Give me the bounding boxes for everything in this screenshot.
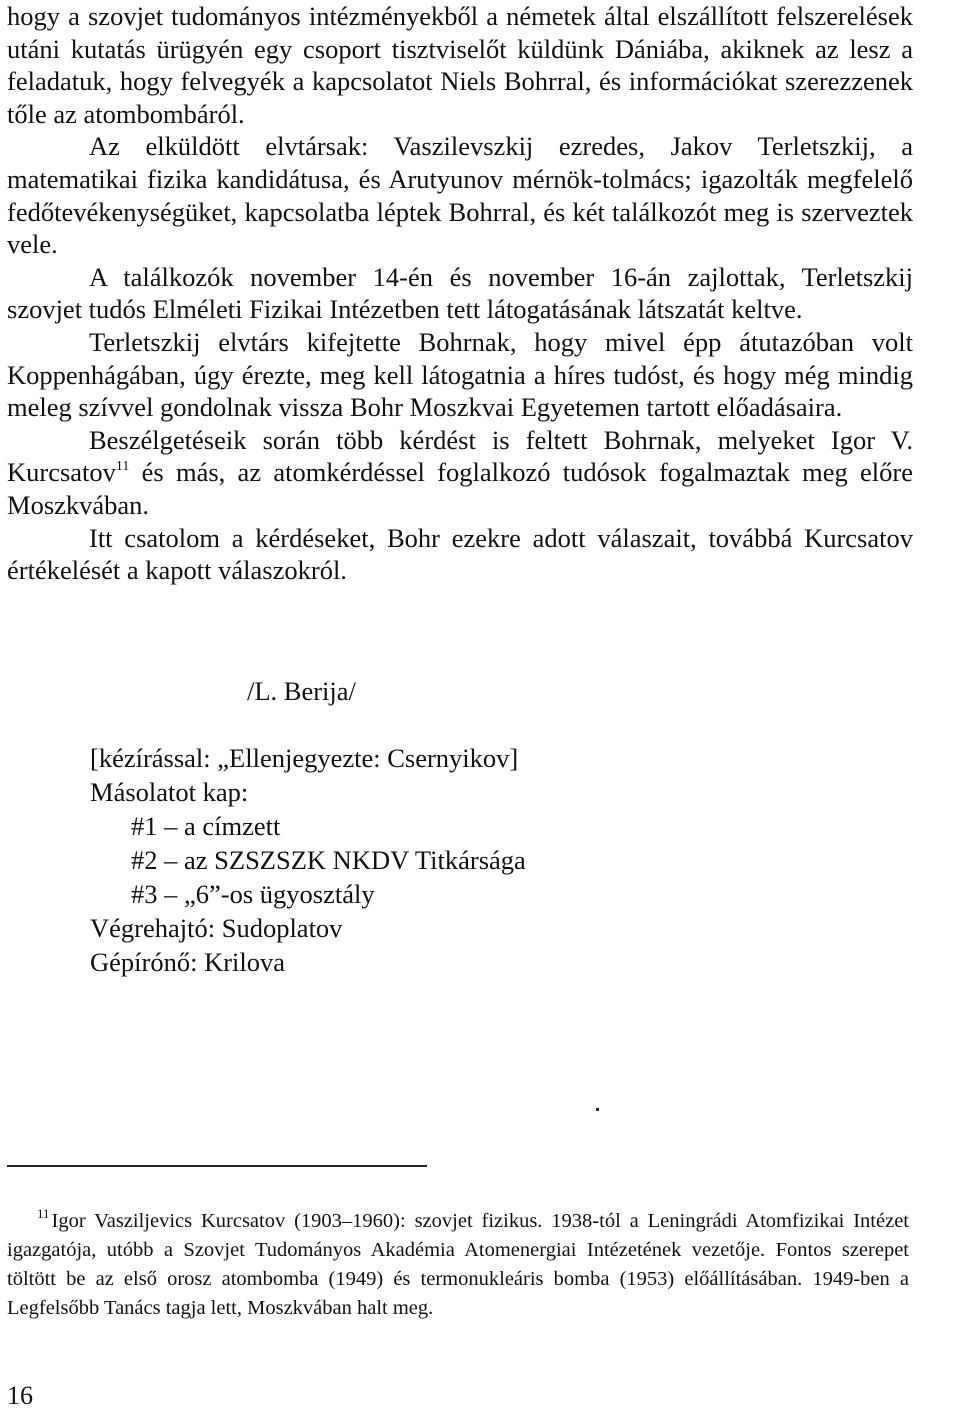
typist-line: Gépírónő: Krilova xyxy=(90,947,286,977)
distribution-list xyxy=(90,741,526,979)
signature: /L. Berija/ xyxy=(247,676,356,706)
footnote-reference: 11 xyxy=(115,459,130,475)
paragraph-questions-text: Beszélgetéseik során több kérdést is feltett Bohrnak, melyeket Igor V. Kurcsatov xyxy=(7,424,913,488)
copy-item: #1 – a címzett xyxy=(131,811,281,841)
paragraph-terletsky-explanation: Terletszkij elvtárs kifejtette Bohrnak, hogy mivel épp átutazóban volt Koppenhágában, úgy érezte, meg kell látogatnia a híres tudóst, és hogy még mindig meleg szívvel gondolnak vissza Bohr Moszkvai Egyetemen tartott előadásaira. xyxy=(7,326,913,423)
paragraph-meetings: A találkozók november 14-én és november 16-án zajlottak, Terletszkij szovjet tudós Elméleti Fizikai Intézetben tett látogatásának látszatát keltve. xyxy=(7,261,913,325)
footnote xyxy=(7,1199,909,1323)
footnote-marker: 11 xyxy=(37,1206,50,1221)
executor-line: Végrehajtó: Sudoplatov xyxy=(90,913,343,943)
handwritten-note: [kézírással: „Ellenjegyezte: Csernyikov] xyxy=(90,743,519,773)
paragraph-sent-comrades: Az elküldött elvtársak: Vaszilevszkij ezredes, Jakov Terletszkij, a matematikai fizika kandidátusa, és Arutyunov mérnök-tolmács; igazolták megfelelő fedőtevékenységüket, kapcsolatba léptek Bohrral, és két találkozót meg is szerveztek vele. xyxy=(7,131,913,260)
footnote-separator xyxy=(7,1165,427,1167)
scan-speck xyxy=(596,1108,599,1111)
paragraph-attachment: Itt csatolom a kérdéseket, Bohr ezekre adott válaszait, továbbá Kurcsatov értékelését a kapott válaszokról. xyxy=(7,522,913,586)
body-text xyxy=(7,0,913,587)
copy-item: #3 – „6”-os ügyosztály xyxy=(131,879,375,909)
paragraph-questions-text-end: és más, az atomkérdéssel foglalkozó tudósok fogalmaztak meg előre Moszkvában. xyxy=(7,457,913,520)
page-number: 16 xyxy=(7,1381,33,1410)
footnote-text: Igor Vasziljevics Kurcsatov (1903–1960): szovjet fizikus. 1938-tól a Leningrádi Atomfizikai Intézet igazgatója, utóbb a Szovjet Tudományos Akadémia Atomenergiai Intézetének vezetője. Fontos szerepet töltött be az első orosz atombomba (1949) és termonukleáris bomba (1953) előállításában. 1949-ben a Legfelsőbb Tanács tagja lett, Moszkvában halt meg. xyxy=(7,1210,909,1319)
copies-heading: Másolatot kap: xyxy=(90,777,249,807)
paragraph-bohr-contact: hogy a szovjet tudományos intézményekből a németek által elszállított felszerelések utáni kutatás ürügyén egy csoport tisztviselőt küldünk Dániába, akiknek az lesz a feladatuk, hogy felvegyék a kapcsolatot Niels Bohrral, és információkat szerezzenek tőle az atombombáról. xyxy=(7,1,913,129)
paragraph-questions xyxy=(7,424,913,522)
copy-item: #2 – az SZSZSZK NKDV Titkársága xyxy=(131,845,526,875)
